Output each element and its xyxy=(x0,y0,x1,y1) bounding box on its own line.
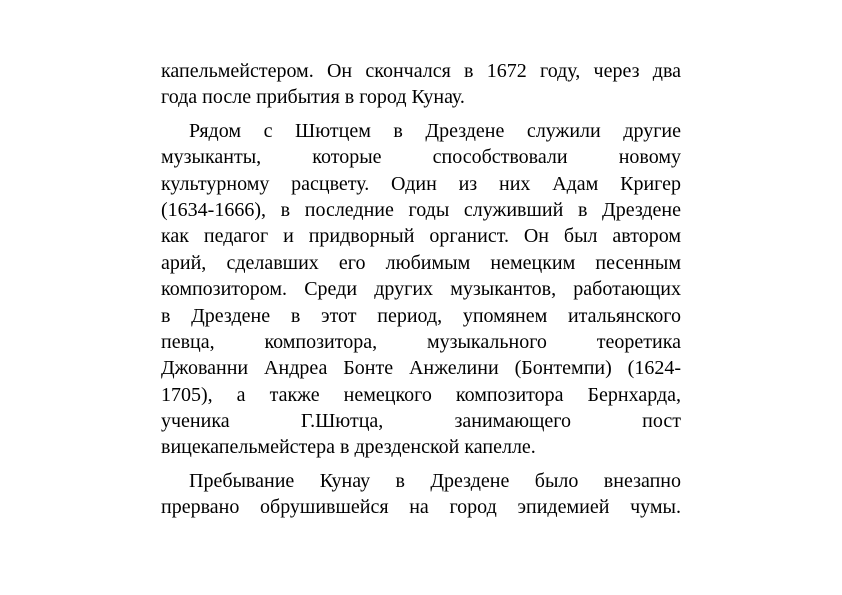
text-line: композитором. Среди других музыкантов, работающих xyxy=(161,278,681,301)
text-line: года после прибытия в город Кунау. xyxy=(161,86,465,109)
paragraph xyxy=(161,118,681,461)
body-text xyxy=(161,58,681,521)
text-line: музыканты, которые способствовали новому xyxy=(161,146,681,169)
text-line: Пребывание Кунау в Дрездене было внезапно xyxy=(189,469,681,492)
text-line: Рядом с Шютцем в Дрездене служили другие xyxy=(189,119,681,142)
text-line: певца, композитора, музыкального теоретика xyxy=(161,330,681,353)
text-line: как педагог и придворный органист. Он был автором xyxy=(161,225,681,248)
text-line: арий, сделавших его любимым немецким песенным xyxy=(161,251,681,274)
text-line: культурному расцвету. Один из них Адам Кригер xyxy=(161,172,681,195)
paragraph xyxy=(161,58,681,111)
text-line: прервано обрушившейся на город эпидемией чумы. xyxy=(161,496,681,519)
text-line: (1634-1666), в последние годы служивший в Дрездене xyxy=(161,198,681,221)
paragraph xyxy=(161,468,681,521)
text-line: 1705), а также немецкого композитора Бернхарда, xyxy=(161,383,681,406)
text-line: в Дрездене в этот период, упомянем итальянского xyxy=(161,304,681,327)
text-line: вицекапельмейстера в дрезденской капелле. xyxy=(161,436,536,459)
text-line: Джованни Андреа Бонте Анжелини (Бонтемпи) (1624- xyxy=(161,357,681,380)
paragraph-gap xyxy=(161,461,681,468)
text-line: капельмейстером. Он скончался в 1672 году, через два xyxy=(161,60,681,82)
text-line: ученика Г.Шютца, занимающего пост xyxy=(161,410,681,433)
paragraph-gap xyxy=(161,111,681,118)
